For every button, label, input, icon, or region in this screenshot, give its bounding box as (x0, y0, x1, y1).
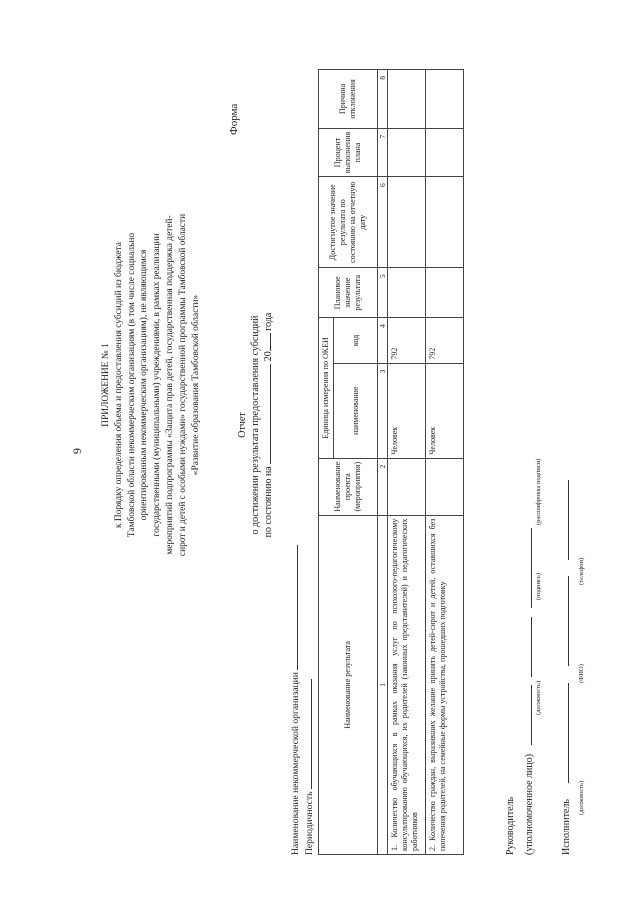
col-number: 2 (378, 458, 388, 515)
report-date-line (262, 95, 275, 755)
header-reason: Причина отклонения (319, 70, 378, 129)
appendix-line: мероприятий подпрограммы «Защита прав детей, государственная поддержка детей- (164, 215, 175, 555)
header-unit: Единица измерения по ОКЕИ (319, 318, 334, 459)
result-cell: 1. Количество обучающихся в рамках оказания услуг по психолого-педагогическому консультированию обучающихся, их родителей (законных представителей) и педагогических работников (388, 515, 426, 854)
project-cell[interactable] (426, 458, 464, 515)
project-cell[interactable] (388, 458, 426, 515)
header-project: Наименование проекта (мероприятия) (319, 458, 378, 515)
appendix-header (100, 65, 202, 705)
col-number: 6 (378, 177, 388, 268)
caption-fio: (ФИО) (578, 664, 585, 683)
signature-blank[interactable] (531, 617, 532, 677)
actual-cell[interactable] (388, 177, 426, 268)
caption-decode: (расшифровка подписи) (535, 458, 542, 525)
unit-name-cell: Человек (426, 363, 464, 458)
appendix-heading: ПРИЛОЖЕНИЕ № 1 (101, 343, 111, 427)
header-percent: Процент выполнения плана (319, 128, 378, 176)
head-signature-label: Руководитель (505, 796, 516, 855)
period-blank[interactable] (311, 679, 312, 789)
form-label: Форма (228, 103, 240, 135)
reason-cell[interactable] (388, 70, 426, 129)
col-number: 4 (378, 318, 388, 363)
reason-cell[interactable] (426, 70, 464, 129)
unit-name-cell: Человек (388, 363, 426, 458)
report-title: Отчет (237, 412, 248, 438)
decode-blank[interactable] (531, 528, 532, 608)
table-row (426, 70, 464, 855)
appendix-line: сирот и детей с особыми нуждами» государственной программы Тамбовской области (177, 213, 188, 557)
appendix-line: к Порядку определения объема и предоставления субсидий из бюджета (113, 242, 124, 528)
header-plan: Плановое значение результата (319, 268, 378, 318)
position-blank[interactable] (531, 685, 532, 745)
col-number: 1 (378, 515, 388, 854)
executor-phone-blank[interactable] (568, 480, 569, 560)
head-signature-line (524, 528, 535, 855)
percent-cell[interactable] (426, 128, 464, 176)
org-blank[interactable] (297, 545, 298, 670)
col-number: 3 (378, 363, 388, 458)
head-sub-label: (уполномоченное лицо) (524, 753, 535, 855)
period-label: Периодичность (304, 791, 315, 855)
results-table (318, 69, 464, 855)
executor-line (561, 480, 572, 855)
executor-position-blank[interactable] (568, 683, 569, 783)
page-number: 9 (70, 448, 84, 454)
caption-position: (должность) (535, 680, 542, 715)
org-label: Наименование некоммерческой организации (290, 672, 301, 855)
date-suffix: года (263, 312, 274, 331)
column-numbers-row (378, 70, 388, 855)
date-prefix: по состоянию на (263, 466, 274, 538)
table-row (388, 70, 426, 855)
header-actual: Достигнутое значение результата по состоянию на отчетную дату (319, 177, 378, 268)
header-unit-code: код (334, 318, 378, 363)
caption-position-2: (должность) (578, 780, 585, 815)
percent-cell[interactable] (388, 128, 426, 176)
report-title-block (236, 95, 275, 755)
col-number: 8 (378, 70, 388, 129)
col-number: 5 (378, 268, 388, 318)
plan-cell[interactable] (426, 268, 464, 318)
appendix-line: Тамбовской области некоммерческим организациям (в том числе социально (126, 232, 137, 538)
col-number: 7 (378, 128, 388, 176)
org-name-line (290, 545, 301, 855)
executor-fio-blank[interactable] (568, 576, 569, 666)
plan-cell[interactable] (388, 268, 426, 318)
appendix-line: «Развитие образования Тамбовской области» (190, 294, 201, 476)
date-blank[interactable] (270, 364, 271, 464)
caption-phone: (телефон) (578, 557, 585, 585)
caption-signature: (подпись) (535, 573, 542, 600)
appendix-line: ориентированным некоммерческим организациям), не являющимся (139, 249, 150, 521)
actual-cell[interactable] (426, 177, 464, 268)
appendix-line: государственными (муниципальными) учреждениями, в рамках реализации (152, 233, 163, 537)
executor-label: Исполнитель (561, 799, 572, 855)
result-cell: 2. Количество граждан, выразивших желание принять детей-сирот и детей, оставшихся без попечения родителей, на семейные формы устройства, прошедших подготовку (426, 515, 464, 854)
header-unit-name: наименование (334, 363, 378, 458)
unit-code-cell: 792 (426, 318, 464, 363)
year-blank[interactable] (270, 333, 271, 351)
period-line (304, 679, 315, 855)
report-subtitle: о достижении результата предоставления субсидий (250, 315, 261, 535)
header-result: Наименование результата (319, 515, 378, 854)
date-year-prefix: 20 (263, 351, 274, 362)
unit-code-cell: 792 (388, 318, 426, 363)
